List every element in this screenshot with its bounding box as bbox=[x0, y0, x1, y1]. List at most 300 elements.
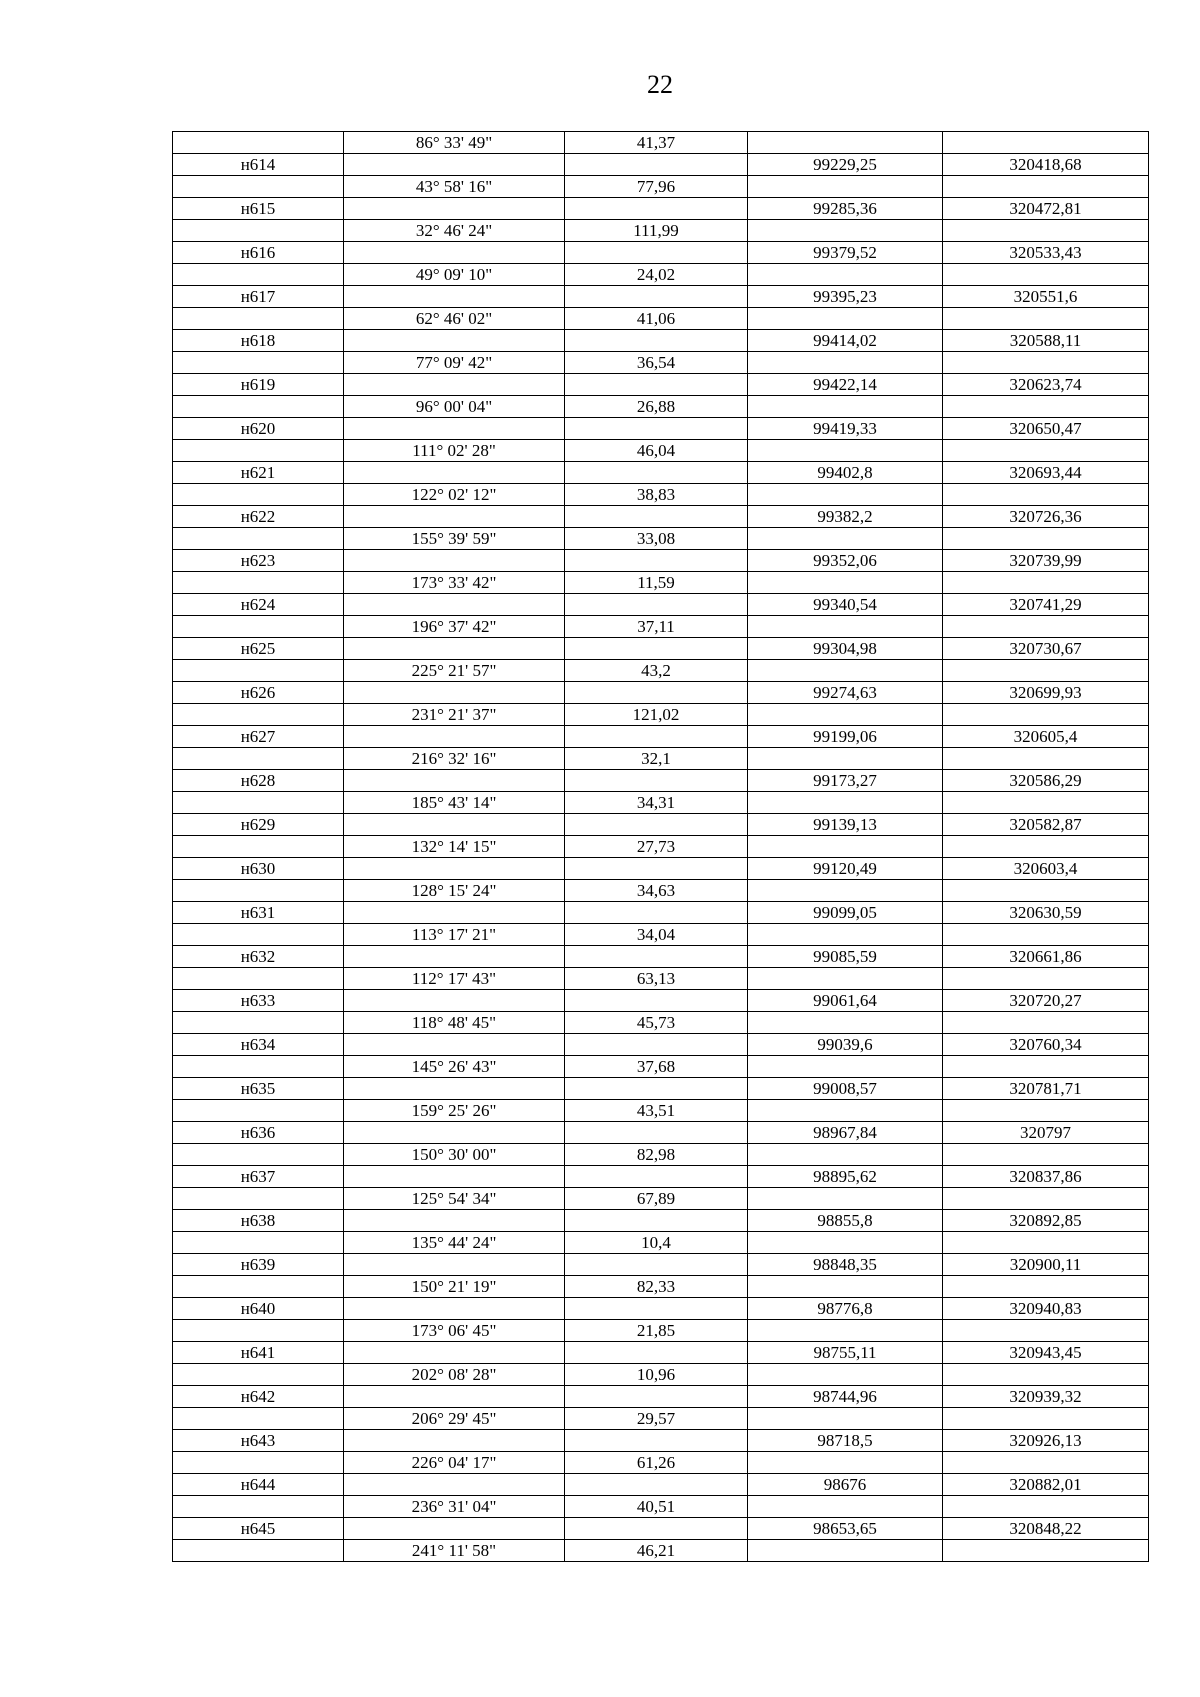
table-row bbox=[173, 726, 1149, 748]
point-cell bbox=[173, 792, 344, 814]
point-cell: н643 bbox=[173, 1430, 344, 1452]
x-coordinate-cell: 99061,64 bbox=[748, 990, 943, 1012]
y-coordinate-cell: 320837,86 bbox=[943, 1166, 1149, 1188]
distance-cell bbox=[565, 242, 748, 264]
bearing-cell: 113° 17' 21" bbox=[344, 924, 565, 946]
y-coordinate-cell: 320472,81 bbox=[943, 198, 1149, 220]
y-coordinate-cell bbox=[943, 968, 1149, 990]
bearing-cell: 86° 33' 49" bbox=[344, 132, 565, 154]
distance-cell: 61,26 bbox=[565, 1452, 748, 1474]
bearing-cell: 118° 48' 45" bbox=[344, 1012, 565, 1034]
point-cell bbox=[173, 748, 344, 770]
x-coordinate-cell bbox=[748, 1276, 943, 1298]
distance-cell: 41,06 bbox=[565, 308, 748, 330]
y-coordinate-cell: 320760,34 bbox=[943, 1034, 1149, 1056]
y-coordinate-cell: 320892,85 bbox=[943, 1210, 1149, 1232]
y-coordinate-cell: 320693,44 bbox=[943, 462, 1149, 484]
bearing-cell bbox=[344, 506, 565, 528]
distance-cell: 46,21 bbox=[565, 1540, 748, 1562]
point-cell bbox=[173, 440, 344, 462]
distance-cell bbox=[565, 682, 748, 704]
x-coordinate-cell: 99039,6 bbox=[748, 1034, 943, 1056]
x-coordinate-cell: 99422,14 bbox=[748, 374, 943, 396]
y-coordinate-cell: 320726,36 bbox=[943, 506, 1149, 528]
distance-cell: 43,51 bbox=[565, 1100, 748, 1122]
coordinates-table-wrapper bbox=[172, 131, 1148, 1562]
table-row bbox=[173, 968, 1149, 990]
y-coordinate-cell bbox=[943, 924, 1149, 946]
point-cell: н637 bbox=[173, 1166, 344, 1188]
table-row bbox=[173, 616, 1149, 638]
y-coordinate-cell bbox=[943, 748, 1149, 770]
x-coordinate-cell bbox=[748, 1540, 943, 1562]
point-cell bbox=[173, 176, 344, 198]
bearing-cell: 185° 43' 14" bbox=[344, 792, 565, 814]
bearing-cell bbox=[344, 1210, 565, 1232]
x-coordinate-cell bbox=[748, 1364, 943, 1386]
table-row bbox=[173, 572, 1149, 594]
table-row bbox=[173, 1276, 1149, 1298]
point-cell: н624 bbox=[173, 594, 344, 616]
x-coordinate-cell: 99414,02 bbox=[748, 330, 943, 352]
table-row bbox=[173, 770, 1149, 792]
y-coordinate-cell: 320940,83 bbox=[943, 1298, 1149, 1320]
table-body bbox=[173, 132, 1149, 1562]
distance-cell bbox=[565, 198, 748, 220]
y-coordinate-cell bbox=[943, 308, 1149, 330]
distance-cell: 27,73 bbox=[565, 836, 748, 858]
table-row bbox=[173, 1496, 1149, 1518]
point-cell: н630 bbox=[173, 858, 344, 880]
point-cell bbox=[173, 616, 344, 638]
x-coordinate-cell bbox=[748, 748, 943, 770]
distance-cell bbox=[565, 1034, 748, 1056]
table-row bbox=[173, 1210, 1149, 1232]
table-row bbox=[173, 198, 1149, 220]
y-coordinate-cell bbox=[943, 352, 1149, 374]
x-coordinate-cell: 98718,5 bbox=[748, 1430, 943, 1452]
point-cell: н626 bbox=[173, 682, 344, 704]
x-coordinate-cell: 99285,36 bbox=[748, 198, 943, 220]
point-cell: н622 bbox=[173, 506, 344, 528]
distance-cell: 40,51 bbox=[565, 1496, 748, 1518]
bearing-cell: 32° 46' 24" bbox=[344, 220, 565, 242]
point-cell bbox=[173, 352, 344, 374]
x-coordinate-cell: 99199,06 bbox=[748, 726, 943, 748]
y-coordinate-cell bbox=[943, 528, 1149, 550]
x-coordinate-cell bbox=[748, 836, 943, 858]
table-row bbox=[173, 946, 1149, 968]
x-coordinate-cell: 99139,13 bbox=[748, 814, 943, 836]
table-row bbox=[173, 1540, 1149, 1562]
y-coordinate-cell: 320943,45 bbox=[943, 1342, 1149, 1364]
y-coordinate-cell: 320623,74 bbox=[943, 374, 1149, 396]
point-cell: н616 bbox=[173, 242, 344, 264]
bearing-cell bbox=[344, 594, 565, 616]
point-cell: н618 bbox=[173, 330, 344, 352]
x-coordinate-cell bbox=[748, 396, 943, 418]
distance-cell: 10,4 bbox=[565, 1232, 748, 1254]
point-cell: н625 bbox=[173, 638, 344, 660]
y-coordinate-cell bbox=[943, 1320, 1149, 1342]
table-row bbox=[173, 1034, 1149, 1056]
point-cell bbox=[173, 220, 344, 242]
y-coordinate-cell bbox=[943, 1188, 1149, 1210]
y-coordinate-cell: 320730,67 bbox=[943, 638, 1149, 660]
x-coordinate-cell: 99008,57 bbox=[748, 1078, 943, 1100]
x-coordinate-cell: 99274,63 bbox=[748, 682, 943, 704]
distance-cell bbox=[565, 330, 748, 352]
table-row bbox=[173, 374, 1149, 396]
distance-cell: 21,85 bbox=[565, 1320, 748, 1342]
x-coordinate-cell bbox=[748, 132, 943, 154]
y-coordinate-cell bbox=[943, 1144, 1149, 1166]
distance-cell bbox=[565, 770, 748, 792]
table-row bbox=[173, 1298, 1149, 1320]
y-coordinate-cell bbox=[943, 1056, 1149, 1078]
bearing-cell: 49° 09' 10" bbox=[344, 264, 565, 286]
bearing-cell: 77° 09' 42" bbox=[344, 352, 565, 374]
point-cell: н639 bbox=[173, 1254, 344, 1276]
y-coordinate-cell bbox=[943, 1276, 1149, 1298]
point-cell bbox=[173, 880, 344, 902]
bearing-cell bbox=[344, 682, 565, 704]
point-cell: н615 bbox=[173, 198, 344, 220]
distance-cell: 77,96 bbox=[565, 176, 748, 198]
table-row bbox=[173, 682, 1149, 704]
distance-cell: 67,89 bbox=[565, 1188, 748, 1210]
bearing-cell: 206° 29' 45" bbox=[344, 1408, 565, 1430]
bearing-cell: 173° 06' 45" bbox=[344, 1320, 565, 1342]
x-coordinate-cell: 98855,8 bbox=[748, 1210, 943, 1232]
x-coordinate-cell: 99099,05 bbox=[748, 902, 943, 924]
point-cell bbox=[173, 704, 344, 726]
bearing-cell bbox=[344, 946, 565, 968]
table-row bbox=[173, 1518, 1149, 1540]
y-coordinate-cell bbox=[943, 1012, 1149, 1034]
distance-cell bbox=[565, 946, 748, 968]
x-coordinate-cell: 99382,2 bbox=[748, 506, 943, 528]
y-coordinate-cell: 320603,4 bbox=[943, 858, 1149, 880]
bearing-cell bbox=[344, 726, 565, 748]
table-row bbox=[173, 418, 1149, 440]
x-coordinate-cell bbox=[748, 1144, 943, 1166]
coordinates-table bbox=[172, 131, 1149, 1562]
x-coordinate-cell: 99379,52 bbox=[748, 242, 943, 264]
table-row bbox=[173, 990, 1149, 1012]
y-coordinate-cell: 320605,4 bbox=[943, 726, 1149, 748]
table-row bbox=[173, 506, 1149, 528]
table-row bbox=[173, 286, 1149, 308]
x-coordinate-cell bbox=[748, 1408, 943, 1430]
x-coordinate-cell: 99352,06 bbox=[748, 550, 943, 572]
table-row bbox=[173, 154, 1149, 176]
bearing-cell bbox=[344, 550, 565, 572]
y-coordinate-cell: 320720,27 bbox=[943, 990, 1149, 1012]
point-cell bbox=[173, 1408, 344, 1430]
bearing-cell bbox=[344, 1342, 565, 1364]
distance-cell: 82,98 bbox=[565, 1144, 748, 1166]
table-row bbox=[173, 1452, 1149, 1474]
point-cell: н633 bbox=[173, 990, 344, 1012]
distance-cell bbox=[565, 550, 748, 572]
point-cell: н642 bbox=[173, 1386, 344, 1408]
distance-cell bbox=[565, 594, 748, 616]
table-row bbox=[173, 1232, 1149, 1254]
x-coordinate-cell: 98776,8 bbox=[748, 1298, 943, 1320]
y-coordinate-cell bbox=[943, 132, 1149, 154]
y-coordinate-cell: 320900,11 bbox=[943, 1254, 1149, 1276]
x-coordinate-cell bbox=[748, 176, 943, 198]
distance-cell: 43,2 bbox=[565, 660, 748, 682]
distance-cell bbox=[565, 1122, 748, 1144]
bearing-cell bbox=[344, 242, 565, 264]
bearing-cell bbox=[344, 1166, 565, 1188]
table-row bbox=[173, 1144, 1149, 1166]
bearing-cell: 96° 00' 04" bbox=[344, 396, 565, 418]
bearing-cell: 225° 21' 57" bbox=[344, 660, 565, 682]
bearing-cell: 112° 17' 43" bbox=[344, 968, 565, 990]
y-coordinate-cell bbox=[943, 880, 1149, 902]
distance-cell: 32,1 bbox=[565, 748, 748, 770]
table-row bbox=[173, 1364, 1149, 1386]
bearing-cell bbox=[344, 770, 565, 792]
bearing-cell: 150° 21' 19" bbox=[344, 1276, 565, 1298]
y-coordinate-cell bbox=[943, 1452, 1149, 1474]
point-cell bbox=[173, 1100, 344, 1122]
bearing-cell: 236° 31' 04" bbox=[344, 1496, 565, 1518]
x-coordinate-cell bbox=[748, 924, 943, 946]
bearing-cell bbox=[344, 198, 565, 220]
table-row bbox=[173, 1474, 1149, 1496]
table-row bbox=[173, 880, 1149, 902]
distance-cell: 63,13 bbox=[565, 968, 748, 990]
bearing-cell: 173° 33' 42" bbox=[344, 572, 565, 594]
x-coordinate-cell bbox=[748, 1012, 943, 1034]
point-cell: н640 bbox=[173, 1298, 344, 1320]
y-coordinate-cell: 320739,99 bbox=[943, 550, 1149, 572]
distance-cell: 37,68 bbox=[565, 1056, 748, 1078]
x-coordinate-cell: 98848,35 bbox=[748, 1254, 943, 1276]
distance-cell bbox=[565, 1474, 748, 1496]
x-coordinate-cell bbox=[748, 1452, 943, 1474]
table-row bbox=[173, 902, 1149, 924]
distance-cell bbox=[565, 1386, 748, 1408]
table-row bbox=[173, 1188, 1149, 1210]
y-coordinate-cell bbox=[943, 704, 1149, 726]
table-row bbox=[173, 220, 1149, 242]
bearing-cell: 145° 26' 43" bbox=[344, 1056, 565, 1078]
bearing-cell: 159° 25' 26" bbox=[344, 1100, 565, 1122]
x-coordinate-cell bbox=[748, 1056, 943, 1078]
bearing-cell bbox=[344, 1034, 565, 1056]
y-coordinate-cell bbox=[943, 1364, 1149, 1386]
point-cell bbox=[173, 1188, 344, 1210]
distance-cell: 121,02 bbox=[565, 704, 748, 726]
bearing-cell bbox=[344, 1122, 565, 1144]
y-coordinate-cell bbox=[943, 1408, 1149, 1430]
x-coordinate-cell bbox=[748, 704, 943, 726]
y-coordinate-cell: 320939,32 bbox=[943, 1386, 1149, 1408]
y-coordinate-cell bbox=[943, 1232, 1149, 1254]
point-cell bbox=[173, 1144, 344, 1166]
table-row bbox=[173, 550, 1149, 572]
bearing-cell: 196° 37' 42" bbox=[344, 616, 565, 638]
table-row bbox=[173, 1430, 1149, 1452]
distance-cell: 36,54 bbox=[565, 352, 748, 374]
x-coordinate-cell bbox=[748, 352, 943, 374]
table-row bbox=[173, 638, 1149, 660]
table-row bbox=[173, 1386, 1149, 1408]
distance-cell bbox=[565, 726, 748, 748]
x-coordinate-cell: 99229,25 bbox=[748, 154, 943, 176]
distance-cell: 37,11 bbox=[565, 616, 748, 638]
x-coordinate-cell bbox=[748, 792, 943, 814]
x-coordinate-cell bbox=[748, 968, 943, 990]
table-row bbox=[173, 858, 1149, 880]
bearing-cell: 128° 15' 24" bbox=[344, 880, 565, 902]
distance-cell bbox=[565, 154, 748, 176]
point-cell: н620 bbox=[173, 418, 344, 440]
bearing-cell: 43° 58' 16" bbox=[344, 176, 565, 198]
x-coordinate-cell bbox=[748, 660, 943, 682]
distance-cell: 41,37 bbox=[565, 132, 748, 154]
bearing-cell bbox=[344, 858, 565, 880]
point-cell bbox=[173, 1320, 344, 1342]
bearing-cell bbox=[344, 814, 565, 836]
bearing-cell: 231° 21' 37" bbox=[344, 704, 565, 726]
x-coordinate-cell: 98755,11 bbox=[748, 1342, 943, 1364]
bearing-cell bbox=[344, 1430, 565, 1452]
bearing-cell bbox=[344, 462, 565, 484]
bearing-cell: 241° 11' 58" bbox=[344, 1540, 565, 1562]
bearing-cell: 125° 54' 34" bbox=[344, 1188, 565, 1210]
distance-cell bbox=[565, 286, 748, 308]
distance-cell: 10,96 bbox=[565, 1364, 748, 1386]
x-coordinate-cell bbox=[748, 308, 943, 330]
table-row bbox=[173, 924, 1149, 946]
x-coordinate-cell bbox=[748, 528, 943, 550]
table-row bbox=[173, 352, 1149, 374]
y-coordinate-cell: 320741,29 bbox=[943, 594, 1149, 616]
point-cell bbox=[173, 1276, 344, 1298]
bearing-cell bbox=[344, 990, 565, 1012]
distance-cell: 82,33 bbox=[565, 1276, 748, 1298]
distance-cell bbox=[565, 1298, 748, 1320]
distance-cell bbox=[565, 418, 748, 440]
table-row bbox=[173, 1122, 1149, 1144]
x-coordinate-cell: 99402,8 bbox=[748, 462, 943, 484]
table-row bbox=[173, 1012, 1149, 1034]
x-coordinate-cell: 99419,33 bbox=[748, 418, 943, 440]
point-cell: н635 bbox=[173, 1078, 344, 1100]
distance-cell bbox=[565, 1342, 748, 1364]
distance-cell: 38,83 bbox=[565, 484, 748, 506]
table-row bbox=[173, 132, 1149, 154]
point-cell: н614 bbox=[173, 154, 344, 176]
table-row bbox=[173, 836, 1149, 858]
distance-cell: 34,31 bbox=[565, 792, 748, 814]
distance-cell bbox=[565, 858, 748, 880]
table-row bbox=[173, 1342, 1149, 1364]
point-cell bbox=[173, 1012, 344, 1034]
y-coordinate-cell: 320588,11 bbox=[943, 330, 1149, 352]
bearing-cell bbox=[344, 286, 565, 308]
x-coordinate-cell: 99304,98 bbox=[748, 638, 943, 660]
y-coordinate-cell: 320418,68 bbox=[943, 154, 1149, 176]
y-coordinate-cell: 320630,59 bbox=[943, 902, 1149, 924]
y-coordinate-cell bbox=[943, 220, 1149, 242]
table-row bbox=[173, 308, 1149, 330]
bearing-cell: 216° 32' 16" bbox=[344, 748, 565, 770]
distance-cell bbox=[565, 638, 748, 660]
x-coordinate-cell bbox=[748, 1496, 943, 1518]
distance-cell: 34,04 bbox=[565, 924, 748, 946]
point-cell bbox=[173, 572, 344, 594]
x-coordinate-cell: 98653,65 bbox=[748, 1518, 943, 1540]
x-coordinate-cell bbox=[748, 1188, 943, 1210]
x-coordinate-cell: 98895,62 bbox=[748, 1166, 943, 1188]
point-cell: н641 bbox=[173, 1342, 344, 1364]
point-cell bbox=[173, 836, 344, 858]
point-cell: н644 bbox=[173, 1474, 344, 1496]
bearing-cell bbox=[344, 1078, 565, 1100]
point-cell: н628 bbox=[173, 770, 344, 792]
y-coordinate-cell: 320533,43 bbox=[943, 242, 1149, 264]
table-row bbox=[173, 792, 1149, 814]
bearing-cell bbox=[344, 1254, 565, 1276]
point-cell bbox=[173, 924, 344, 946]
y-coordinate-cell bbox=[943, 1100, 1149, 1122]
x-coordinate-cell bbox=[748, 616, 943, 638]
point-cell bbox=[173, 484, 344, 506]
point-cell bbox=[173, 1540, 344, 1562]
table-row bbox=[173, 1408, 1149, 1430]
y-coordinate-cell bbox=[943, 572, 1149, 594]
bearing-cell: 150° 30' 00" bbox=[344, 1144, 565, 1166]
x-coordinate-cell bbox=[748, 1320, 943, 1342]
table-row bbox=[173, 528, 1149, 550]
distance-cell bbox=[565, 990, 748, 1012]
y-coordinate-cell: 320661,86 bbox=[943, 946, 1149, 968]
distance-cell bbox=[565, 1430, 748, 1452]
point-cell bbox=[173, 968, 344, 990]
bearing-cell: 111° 02' 28" bbox=[344, 440, 565, 462]
y-coordinate-cell bbox=[943, 792, 1149, 814]
y-coordinate-cell: 320882,01 bbox=[943, 1474, 1149, 1496]
x-coordinate-cell: 98676 bbox=[748, 1474, 943, 1496]
point-cell: н617 bbox=[173, 286, 344, 308]
x-coordinate-cell bbox=[748, 264, 943, 286]
table-row bbox=[173, 330, 1149, 352]
distance-cell bbox=[565, 462, 748, 484]
table-row bbox=[173, 1166, 1149, 1188]
bearing-cell: 155° 39' 59" bbox=[344, 528, 565, 550]
point-cell bbox=[173, 132, 344, 154]
point-cell: н645 bbox=[173, 1518, 344, 1540]
bearing-cell bbox=[344, 902, 565, 924]
x-coordinate-cell: 99085,59 bbox=[748, 946, 943, 968]
y-coordinate-cell bbox=[943, 440, 1149, 462]
bearing-cell: 132° 14' 15" bbox=[344, 836, 565, 858]
table-row bbox=[173, 748, 1149, 770]
y-coordinate-cell: 320848,22 bbox=[943, 1518, 1149, 1540]
table-row bbox=[173, 1320, 1149, 1342]
distance-cell: 29,57 bbox=[565, 1408, 748, 1430]
bearing-cell bbox=[344, 638, 565, 660]
y-coordinate-cell: 320699,93 bbox=[943, 682, 1149, 704]
distance-cell bbox=[565, 1254, 748, 1276]
